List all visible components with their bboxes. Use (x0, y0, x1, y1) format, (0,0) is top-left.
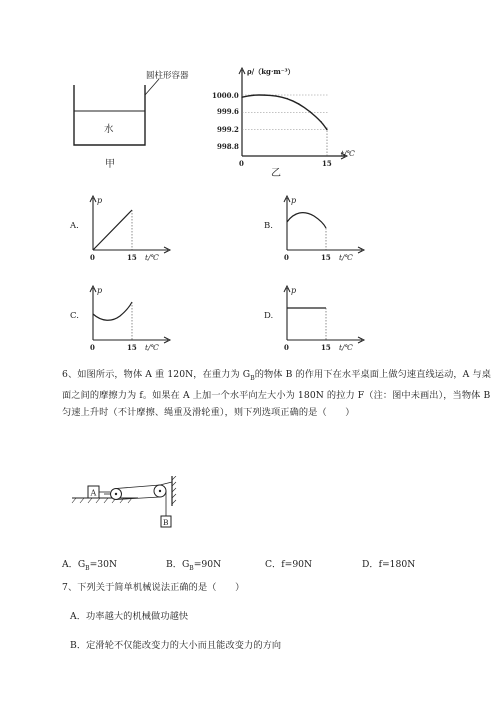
p-axis-label: p (291, 196, 297, 205)
t-axis-label: t/℃ (339, 253, 353, 262)
density-data-point (298, 103, 299, 104)
p-axis-label: p (97, 196, 103, 205)
graph-line (93, 302, 132, 320)
density-data-point (253, 94, 254, 95)
option-graph-d[interactable] (254, 278, 384, 357)
x-axis-label: t/℃ (341, 149, 355, 158)
question-7-option-a[interactable]: A．功率越大的机械做功越快 (70, 611, 189, 622)
density-data-point (287, 98, 288, 99)
x-tick-label: 0 (90, 253, 95, 262)
pulley-figure (68, 476, 198, 536)
option-letter: C. (70, 311, 79, 321)
option-letter: A. (70, 221, 79, 231)
density-data-point (241, 97, 242, 98)
block-a-label: A (90, 488, 97, 498)
question-7-option-b[interactable]: B．定滑轮不仅能改变力的大小而且能改变力的方向 (70, 640, 282, 651)
question-6-line-3: 匀速上升时（不计摩擦、绳重及滑轮重），则下列选项正确的是（ ） (62, 406, 355, 418)
question-6-options (62, 556, 482, 570)
density-data-point (326, 129, 327, 130)
figure-jia-caption: 甲 (105, 159, 115, 170)
question-6-line-1: 6、如图所示，物体 A 重 120N，在重力为 $G_B$的物体 B 的作用下在水平桌面上做匀速直线运动，A 与桌 (62, 369, 491, 382)
figure-jia (60, 65, 210, 180)
t-axis-label: t/℃ (145, 343, 159, 352)
figure-yi-caption: 乙 (271, 168, 281, 179)
graph-line (287, 213, 326, 228)
x-tick-label: 0 (284, 253, 289, 262)
x-tick-label: 15 (127, 253, 137, 262)
water-label: 水 (104, 124, 114, 135)
option-graph-c[interactable] (60, 278, 190, 357)
p-axis-label: p (291, 286, 297, 295)
question-6-line-2: 面之间的摩擦力为 f。如果在 A 上加一个水平向左大小为 180N 的拉力 F（注：图中未画出），当物体 B (62, 389, 491, 401)
x-tick-label: 15 (322, 159, 332, 168)
option-b[interactable]: B．$G_B=90N$ (166, 559, 222, 572)
y-tick-label: 1000.0 (212, 91, 239, 100)
question-6-stem (62, 366, 491, 421)
option-graph-b[interactable] (254, 188, 384, 267)
graph-line (93, 210, 132, 250)
density-data-point (264, 94, 265, 95)
x-tick-label: 0 (284, 343, 289, 352)
container-label: 圆柱形容器 (146, 71, 189, 81)
x-tick-label: 0 (90, 343, 95, 352)
question-7-stem: 7、下列关于简单机械说法正确的是（ ） (62, 582, 245, 593)
option-d[interactable]: D．f=180N (362, 559, 416, 570)
t-axis-label: t/℃ (339, 343, 353, 352)
p-axis-label: p (97, 286, 103, 295)
t-axis-label: t/℃ (145, 253, 159, 262)
figure-yi-chart (205, 60, 365, 185)
option-letter: B. (264, 221, 273, 231)
density-data-point (321, 121, 322, 122)
y-tick-label: 999.6 (217, 107, 239, 116)
option-a[interactable]: A．$G_B=30N$ (62, 559, 118, 572)
option-c[interactable]: C．f=90N (265, 559, 313, 570)
option-graph-a[interactable] (60, 188, 190, 267)
density-data-point (309, 111, 310, 112)
y-tick-label: 998.8 (217, 142, 239, 151)
x-tick-label: 15 (321, 253, 331, 262)
y-axis-label: ρ/（kg·m⁻³） (247, 67, 295, 76)
option-letter: D. (264, 311, 274, 321)
y-tick-label: 999.2 (217, 125, 239, 134)
option-graphs (0, 188, 500, 358)
x-tick-label: 15 (127, 343, 137, 352)
x-tick-label: 15 (321, 343, 331, 352)
block-b-label: B (163, 518, 169, 527)
density-data-point (275, 95, 276, 96)
x-tick-label: 0 (239, 159, 244, 168)
